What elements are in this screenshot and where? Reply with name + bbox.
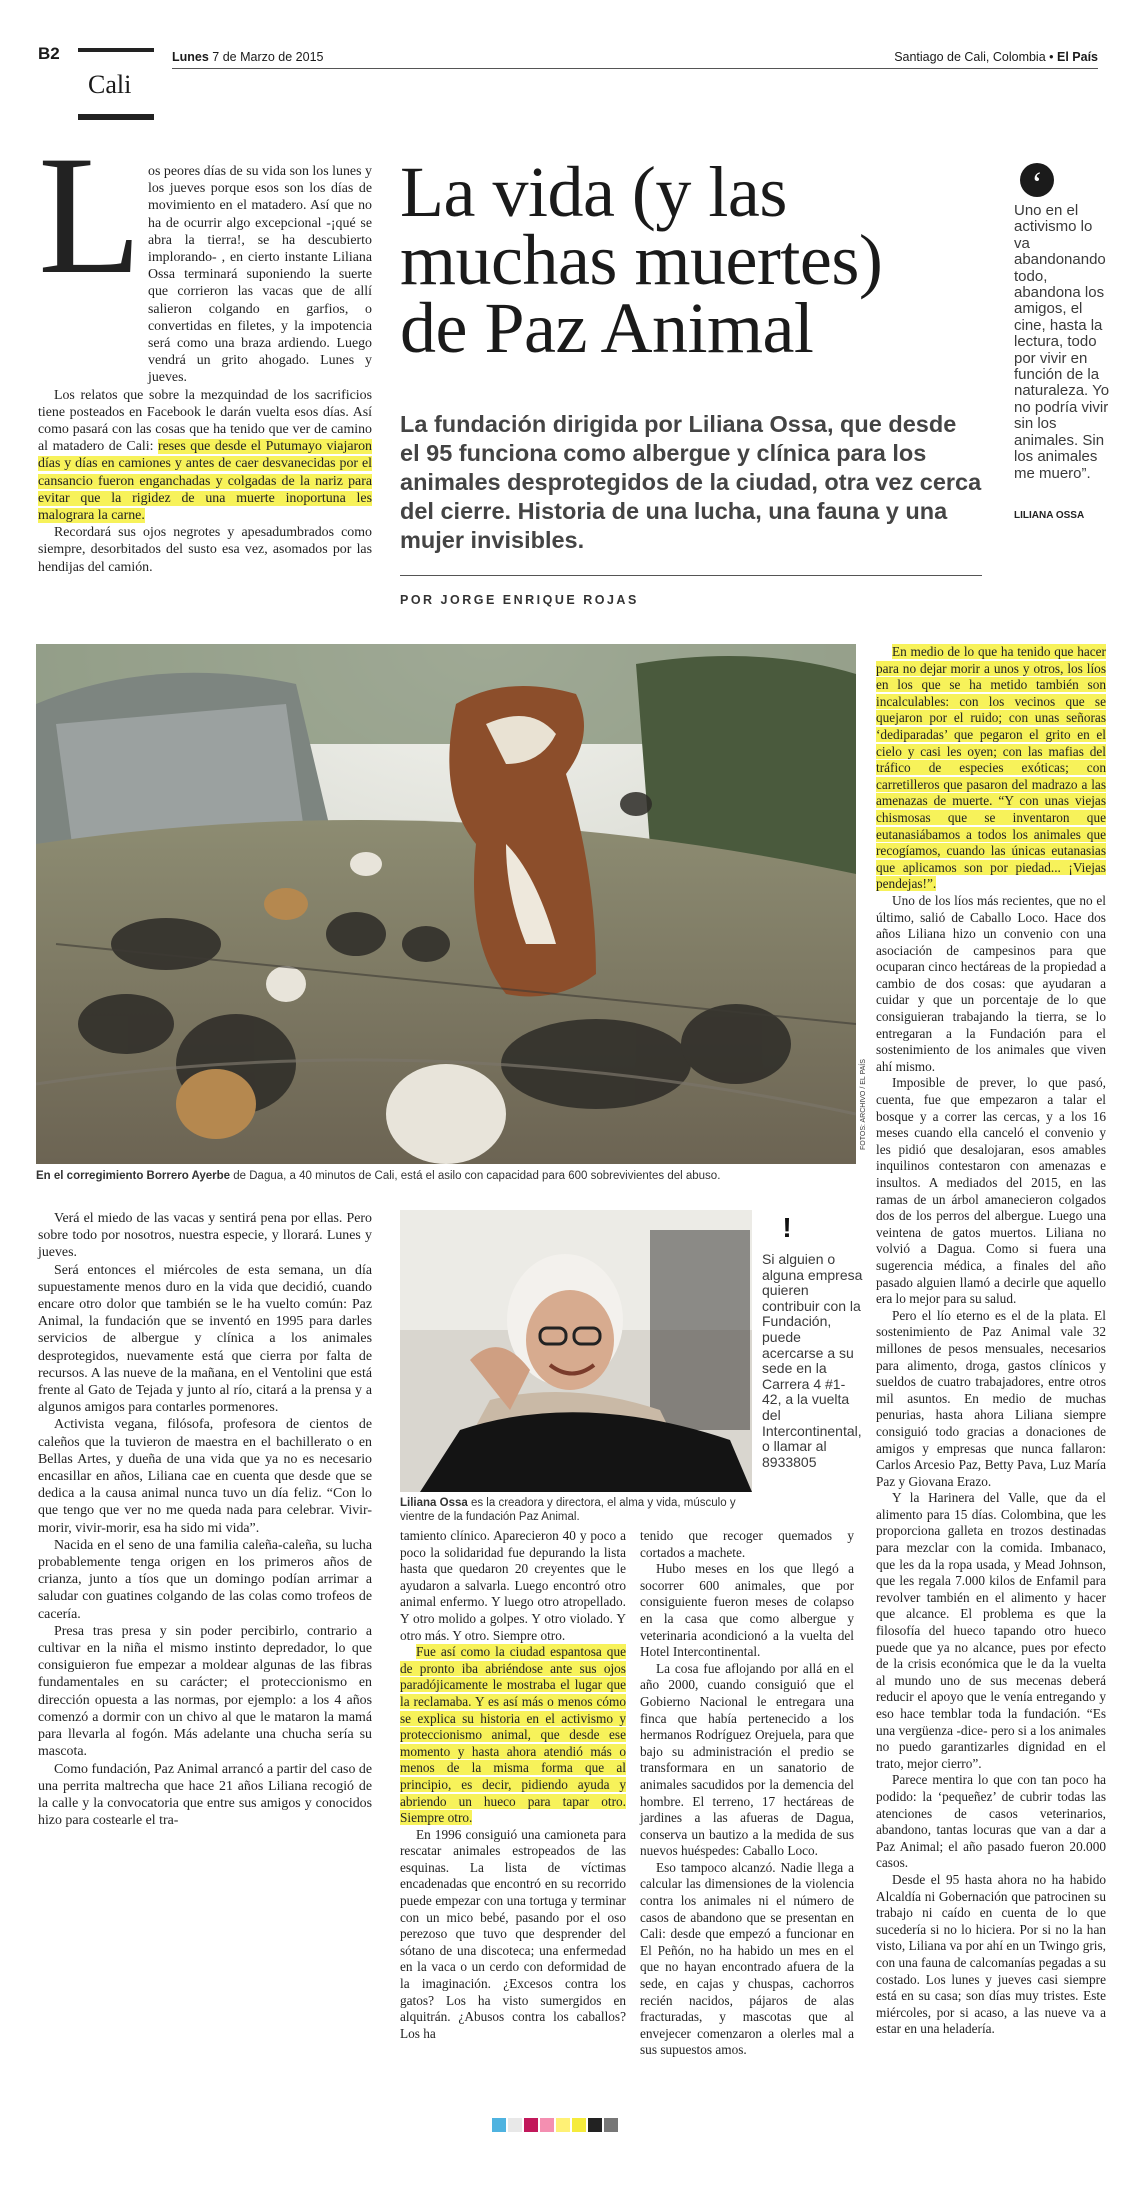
paragraph: En 1996 consiguió una camioneta para rescatar animales estropeados de las esquinas. La lista de víctimas encadenadas que encontró en su recorrido puede empezar con una tortuga y terminar con un mico bebé, pasando por el oso perezoso que tuvo que desprender del sótano de una discoteca; una enfermedad en la vaca o un cerdo con deformidad de la imaginación. ¿Excesos contra los gatos? Los ha visto sumergidos en alquitrán. ¿Abusos contra los caballos? Los ha xyxy=(400,1826,626,2041)
caption-bold: Liliana Ossa xyxy=(400,1497,468,1509)
main-photo-credit: FOTOS: ARCHIVO / EL PAÍS xyxy=(860,1059,867,1150)
main-photo-caption xyxy=(36,1170,856,1182)
paragraph: Será entonces el miércoles de esta semana, un día supuestamente menos duro en la vida que decidió, cuando encare otro dolor que también se le ha vuelto común: Paz Animal, la fundación que se inventó en 1995 para darles servicios de albergue y clínica a los animales desprotegidos, nuevamente está que cierra por falta de recursos. A las nueve de la mañana, en el Ventolini que está frente al Gato de Tejada y junto al río, citará a la prensa y a algunos amigos para contarles pormenores. xyxy=(38,1262,372,1416)
paragraph: Parece mentira lo que con tan poco ha podido: la ‘pequeñez’ de cubrir todas las atenciones de casos veterinarios, abandono, tantas locuras que van a dar a Paz Animal; el año pasado fueron 20.000 casos. xyxy=(876,1772,1106,1871)
section-rule-bottom xyxy=(78,114,154,120)
column-4 xyxy=(876,644,1106,2038)
paragraph: Los relatos que sobre la mezquindad de los sacrificios tiene posteados en Facebook le darán vuelta esos días. Así como pasará con las cosas que ha tenido que ver de camino al matadero de Cali: reses que desde el Putumayo viajaron días y días en camiones y antes de caer desvanecidas por el cansancio fueron enganchadas y colgadas de la nariz para evitar que la rigidez de una muerte inoportuna les malograra la carne. xyxy=(38,387,372,524)
headline-line: La vida (y las xyxy=(400,152,787,232)
portrait-photo xyxy=(400,1210,752,1492)
date-line xyxy=(172,50,324,64)
section-rule-top xyxy=(78,48,154,52)
column-1-top xyxy=(38,163,372,576)
paragraph: Imposible de prever, lo que pasó, cuenta, fue que empezaron a talar el bosque y a correr las cercas, y a los 16 meses cuando ella canceló el convenio y les pidió que desalojaran, esos amables inquilinos contestaron con amenazas e insultos. A mediados del 2015, en las ramas de un árbol amanecieron colgados dos de los perros del albergue. Luego una veintena de gatos muertos. Liliana no volvió a Dagua. Como si fuera una sugerencia médica, a finales del año pasado alguien llamó a decirle que aquello era lo mejor para su salud. xyxy=(876,1075,1106,1307)
paragraph: Pero el lío eterno es el de la plata. El sostenimiento de Paz Animal vale 32 millones de pesos mensuales, necesarios para alimento, droga, gastos clínicos y sueldos de cuatro trabajadores, entre otros mil asuntos. En medio de muchas penurias, hasta ahora Liliana siempre consiguió todo gracias a donaciones de amigos y empresas que nunca fallaron: Carlos Arcesio Paz, Betty Pava, Luz María Paz y Giovana Erazo. xyxy=(876,1307,1106,1489)
highlight: reses que desde el Putumayo viajaron días y días en camiones y antes de caer desvanecidas por el cansancio fueron enganchadas y colgadas de la nariz para evitar que la rigidez de una muerte inoportuna les malograra la carne. xyxy=(38,439,372,524)
paragraph: tenido que recoger quemados y cortados a machete. xyxy=(640,1528,854,1560)
main-photo xyxy=(36,644,856,1164)
header-rule xyxy=(172,68,1098,69)
paragraph: Nacida en el seno de una familia caleña-caleña, su lucha probablemente tenga origen en los primeros años de crianza, junto a tíos que un domingo podían arrimar a saludar con guatines colgando de las colas como trofeos de cacería. xyxy=(38,1537,372,1622)
portrait-caption xyxy=(400,1496,752,1524)
paragraph: Recordará sus ojos negrotes y apesadumbrados como siempre, desorbitados del susto esa vez, asomados por las hendijas del camión. xyxy=(38,525,372,575)
paragraph: Desde el 95 hasta ahora no ha habido Alcaldía ni Gobernación que patrocinen su trabajo ni caído en cuenta de lo que sucedería si no lo hiciera. Por si no la han visto, Liliana va por ahí en un Twingo gris, con una fauna de calcomanías pegadas a su costado. Los lunes y jueves casi siempre está en su casa; son días muy tristes. Este miércoles, por si acaso, a las nueve va a estar en una heladería. xyxy=(876,1871,1107,2037)
info-mark-icon: ! xyxy=(770,1210,804,1244)
headline-line: de Paz Animal xyxy=(400,288,814,368)
pullquote-text: Uno en el activismo lo va abandonando todo, abandona los amigos, el cine, hasta la lectura, todo por vivir en función de la naturaleza. Yo no podría vivir sin los animales. Sin los animales me muero”. xyxy=(1014,202,1110,482)
caption-text: es la creadora y directora, el alma y vida, músculo y vientre de la fundación Paz Animal. xyxy=(400,1497,736,1523)
page-number: B2 xyxy=(38,44,60,63)
section-label: Cali xyxy=(88,70,132,99)
color-patch xyxy=(508,2118,522,2132)
caption-bold: En el corregimiento Borrero Ayerbe xyxy=(36,1170,231,1182)
portrait-illustration xyxy=(400,1210,752,1492)
dogs-photo-illustration xyxy=(36,644,856,1164)
paragraph: tamiento clínico. Aparecieron 40 y poco a poco la solidaridad fue depurando la lista hasta que quedaron 20 creyentes que le ayudaron a salvarla. Luego encontró otro animal enfermo. Y luego otro atropellado. Y otro molido a golpes. Y otro violado. Y otro más. Y otro. Siempre otro. xyxy=(400,1528,626,1643)
quote-mark-icon: ‘ xyxy=(1020,163,1054,197)
location-line: Santiago de Cali, Colombia • El País xyxy=(894,50,1098,64)
paragraph: Activista vegana, filósofa, profesora de cientos de caleños que la tuvieron de maestra en el bachillerato o en Bellas Artes, y dueña de una vida que ya no es necesario encasillar en años, Liliana cae en cuenta que desde que se dedica a la causa animal nunca tuvo un día feliz. “Con lo que tengo que ver no me queda nada para celebrar. Vivir-morir, vivir-morir, esa ha sido mi vida”. xyxy=(38,1417,372,1536)
color-patch xyxy=(588,2118,602,2132)
color-patch xyxy=(492,2118,506,2132)
paragraph: Hubo meses en los que llegó a socorrer 600 animales, que por consiguiente fueron meses de colapso en la casa que como albergue y veterinaria acondicionó a la vuelta del Hotel Intercontinental. xyxy=(640,1561,854,1660)
caption-text: de Dagua, a 40 minutos de Cali, está el asilo con capacidad para 600 sobrevivientes del abuso. xyxy=(230,1170,721,1182)
paragraph-intro: os peores días de su vida son los lunes y los jueves porque esos son los días de movimiento en el matadero. Así que no ha de ocurrir algo excepcional -¡qué se abra la tierra!, se ha descubierto implorando- , en cierto instante Liliana Ossa terminará suponiendo la suerte que corrieron las vacas que de allí salieron colgando en garfios, o convertidas en filetes, y la impotencia será como una braza ardiendo. Luego vendrá un grito ahogado. Lunes y jueves. xyxy=(148,164,372,386)
print-color-bar xyxy=(492,2118,618,2132)
paragraph: La cosa fue aflojando por allá en el año 2000, cuando consiguió que el Gobierno Nacional le entregara una finca que había pertenecido a los hermanos Rodríguez Orejuela, para que bajo su administración el predio se transformara en un sanatorio de animales sacudidos por la demencia del hombre. El terreno, 17 hectáreas de jardines a las afueras de Dagua, conserva un bautizo a la medida de sus nuevos huéspedes: Caballo Loco. xyxy=(640,1660,854,1859)
column-1-bottom xyxy=(38,1210,372,1829)
date-rest: 7 de Marzo de 2015 xyxy=(212,50,324,64)
deck: La fundación dirigida por Liliana Ossa, que desde el 95 funciona como albergue y clínica para los animales desprotegidos de la ciudad, otra vez cerca del cierre. Historia de una lucha, una fauna y una mujer invisibles. xyxy=(400,411,982,553)
headline-line: muchas muertes) xyxy=(400,220,883,300)
column-3-bottom xyxy=(640,1528,854,2059)
highlight: En medio de lo que ha tenido que hacer para no dejar morir a unos y otros, los líos en los que se ha metido también son incalculables: con los vecinos que se quejaron por el ruido; con unas señoras ‘dediparadas’ que pegaron el grito en el cielo y casi les oyen; con las mafias del tráfico de especies exóticas; con carretilleros que pasaron del madrazo a las amenazas de muerte. “Y con unas viejas chismosas que se inventaron que eutanasiábamos a todos los animales que recogíamos, cuando las únicas eutanasias que aplicamos son por piedad... ¡Viejas pendejas!”. xyxy=(876,644,1106,892)
column-2-bottom xyxy=(400,1528,626,2042)
paragraph xyxy=(876,644,1106,893)
location: Santiago de Cali, Colombia xyxy=(894,50,1046,64)
paragraph: Presa tras presa y sin poder percibirlo, contrario a cultivar en la niña el mismo instinto depredador, lo que consiguieron fue empezar a moldear algunas de las fibras fundamentales en su carácter; el proteccionismo en dirección opuesta a las normas, por ejemplo: a los 4 años comenzó a dormir con un chivo al que le mataron la mamá para llevarla al fogón. Más adelante una chucha sería su mascota. xyxy=(38,1623,372,1760)
paragraph: Como fundación, Paz Animal arrancó a partir del caso de una perrita maltrecha que hace 21 años Liliana recogió de la calle y la convocatoria que entre sus amigos y conocidos hizo para costearle el tra- xyxy=(38,1761,372,1829)
color-patch xyxy=(604,2118,618,2132)
paper-name: El País xyxy=(1057,50,1098,64)
color-patch xyxy=(556,2118,570,2132)
paragraph: Y la Harinera del Valle, que da el alimento para 15 días. Colombina, que les proporciona galleta en trozos destinadas para mezclar con la comida. Imbanaco, que les da la ropa usada, y Mead Johnson, que les regala 7.000 kilos de Enfamil para revolver también en el alimento y hacer que alcance. El problema es que la filosofía del hueco tapando otro hueco puede que ya no alcance, pues por efecto de la crisis económica que le da la vuelta al mundo uno de sus mecenas deberá reducir el apoyo que le venía entregando y eso hace temblar toda la fundación. “Es una vergüenza -dice- pero si a los animales no puedo garantizarles dignidad en el trato, mejor cierro”. xyxy=(876,1490,1106,1771)
info-box-text: Si alguien o alguna empresa quieren contribuir con la Fundación, puede acercarse a su sede en la Carrera 4 #1-42, a la vuelta del Intercontinental, o llamar al 8933805 xyxy=(762,1251,863,1470)
color-patch xyxy=(524,2118,538,2132)
highlight: Fue así como la ciudad espantosa que de pronto iba abriéndose ante sus ojos paradójicamente le mostraba el lugar que la reclamaba. Y es así más o menos cómo se explica su historia en el activismo y proteccionismo animal, que desde ese momento y hasta ahora atendió más o menos de la misma forma que al principio, es decir, pidiendo ayuda y abriendo un hueco para tapar otro. Siempre otro. xyxy=(400,1644,626,1826)
date-day: Lunes xyxy=(172,50,209,64)
headline xyxy=(400,152,883,368)
paragraph: Eso tampoco alcanzó. Nadie llega a calcular las dimensiones de la violencia contra los animales ni el número de casos de abandono que se presentan en Cali: desde que empezó a funcionar en El Peñón, no ha habido un mes en el que no hayan encontrado afuera de la sede, en cajas y chuspas, cachorros recién nacidos, pájaros de alas fracturadas, y mascotas que al envejecer comenzaron a olerles mal a sus supuestos amos. xyxy=(640,1859,854,2058)
deck-rule xyxy=(400,575,982,576)
paragraph xyxy=(400,1644,626,1827)
drop-cap: L xyxy=(38,121,142,309)
color-patch xyxy=(540,2118,554,2132)
paragraph: Uno de los líos más recientes, que no el último, salió de Caballo Loco. Hace dos años Liliana hizo un convenio con una asociación de campesinos para que ocuparan cinco hectáreas de la propiedad a cambio de dos cosas: que ayudaran a cuidar y que un porcentaje de lo que consiguieran trabajando la tierra, se lo entregaran a la Fundación para el sostenimiento de los animales que viven ahí mismo. xyxy=(876,892,1106,1074)
byline: POR JORGE ENRIQUE ROJAS xyxy=(400,593,639,607)
pullquote-attribution: LILIANA OSSA xyxy=(1014,510,1085,521)
paragraph: Verá el miedo de las vacas y sentirá pena por ellas. Pero sobre todo por nosotros, nuestra especie, y llorará. Lunes y jueves. xyxy=(38,1211,372,1261)
color-patch xyxy=(572,2118,586,2132)
